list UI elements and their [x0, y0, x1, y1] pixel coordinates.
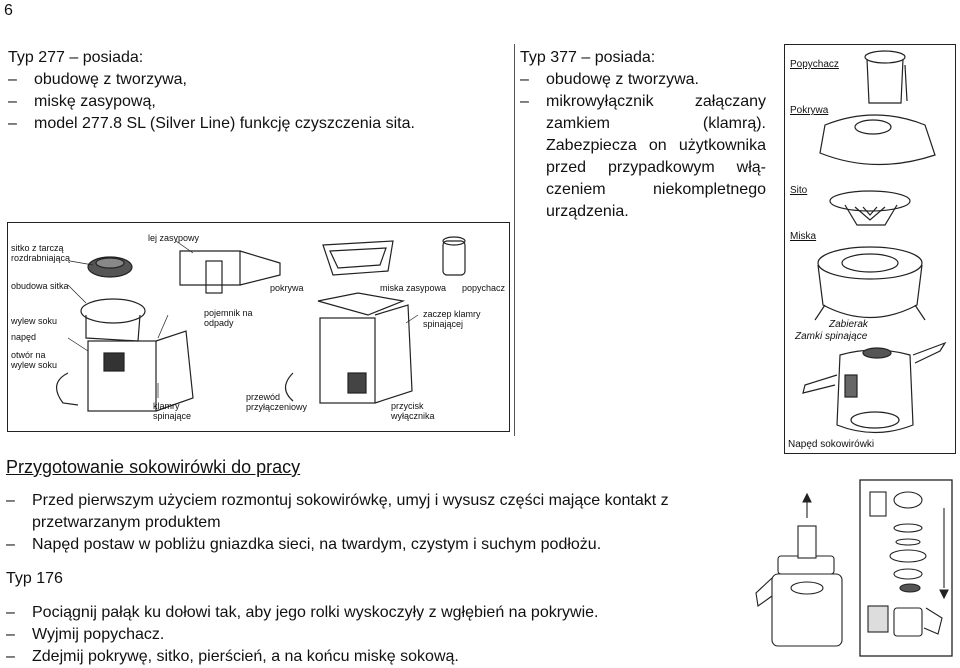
label-przewod: przewód przyłączeniowy	[246, 392, 308, 412]
label-lej: lej zasypowy	[148, 233, 200, 243]
label-sito: Sito	[790, 185, 808, 196]
list-item: – Wyjmij popychacz.	[6, 626, 165, 643]
column-divider	[514, 44, 515, 436]
label-zabierak: Zabierak	[829, 319, 868, 330]
label-sitko: sitko z tarczą rozdrabniającą	[11, 243, 71, 263]
typ277-block	[8, 47, 498, 135]
label-obudowa: obudowa sitka	[11, 281, 69, 291]
typ377-title: Typ 377 – posiada:	[520, 49, 656, 66]
label-popychacz: popychacz	[462, 283, 506, 293]
typ176-diagram	[748, 478, 958, 658]
label-klamry: klamry spinające	[153, 401, 192, 421]
label-zaczep: zaczep klamry spinającej	[423, 309, 481, 329]
label-przycisk: przycisk wyłącznika	[391, 401, 435, 421]
typ377-diagram	[784, 44, 956, 454]
list-item: – mikrowyłącznik załączany zamkiem (klamrą). Zabezpiecza on użytkownika przed przypadkowym włą-czeniem niekompletnego urządzenia.	[520, 93, 766, 220]
list-item: – obudowę z tworzywa,	[8, 71, 187, 88]
list-item: – Zdejmij pokrywę, sitko, pierścień, a na końcu miskę sokową.	[6, 648, 459, 665]
label-zamki: Zamki spinające	[795, 331, 868, 342]
label-wylew: wylew soku	[11, 316, 58, 326]
list-item: – miskę zasypową,	[8, 93, 156, 110]
label-otwor: otwór na wylew soku	[11, 350, 58, 370]
section-list	[6, 490, 736, 668]
label-pojemnik: pojemnik na odpady	[204, 308, 253, 328]
page-number: 6	[4, 2, 13, 19]
section-heading: Przygotowanie sokowirówki do pracy	[6, 457, 301, 477]
list-item: – Przed pierwszym użyciem rozmontuj sokowirówkę, umyj i wysusz części mające kontakt z przetwarzanym produktem	[6, 492, 669, 531]
label-naped: napęd	[11, 332, 37, 342]
label-naped: Napęd sokowirówki	[788, 439, 875, 450]
label-miska: Miska	[790, 231, 817, 242]
typ277-diagram	[7, 222, 510, 432]
label-miska-zasypowa: miska zasypowa	[380, 283, 447, 293]
typ277-title: Typ 277 – posiada:	[8, 49, 144, 66]
label-popychacz: Popychacz	[790, 59, 839, 70]
list-item: – Pociągnij pałąk ku dołowi tak, aby jego rolki wyskoczyły z wgłębień na pokrywie.	[6, 604, 599, 621]
list-item: – Napęd postaw w pobliżu gniazdka sieci, na twardym, czystym i suchym podłożu.	[6, 536, 602, 553]
label-pokrywa: Pokrywa	[790, 105, 829, 116]
list-item: – obudowę z tworzywa.	[520, 71, 699, 88]
typ377-block	[520, 47, 766, 223]
juicer-176-drawing	[748, 478, 958, 658]
list-item: – model 277.8 SL (Silver Line) funkcję czyszczenia sita.	[8, 115, 415, 132]
label-pokrywa: pokrywa	[270, 283, 304, 293]
typ176-title: Typ 176	[6, 570, 63, 587]
